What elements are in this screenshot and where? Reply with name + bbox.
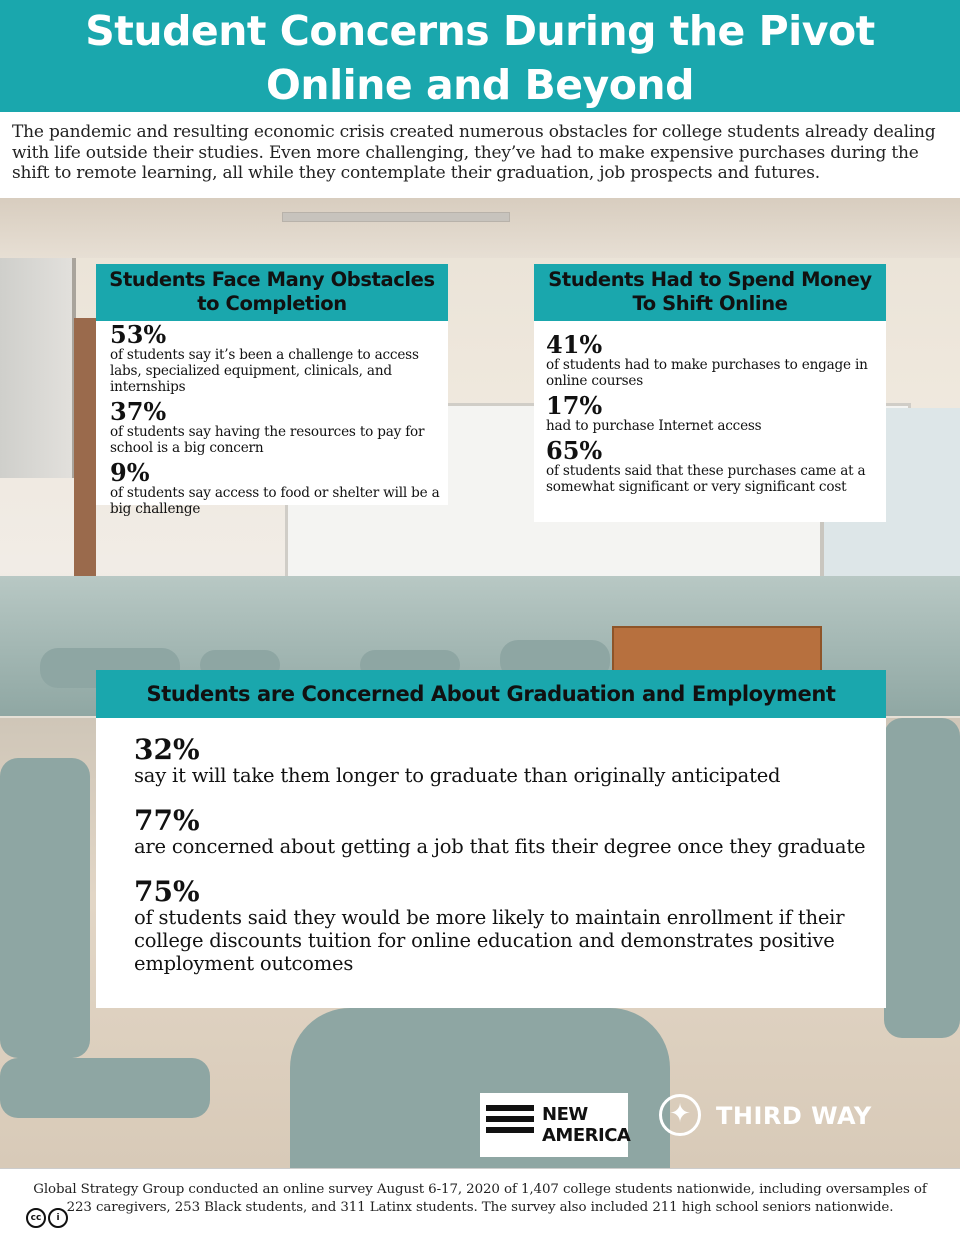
ceiling-light bbox=[282, 212, 510, 222]
intro-paragraph: The pandemic and resulting economic crisis created numerous obstacles for college students already dealing with life outside their studies. Even more challenging, they’ve had to make expensive purchases during the shift to remote learning, all while they contemplate their graduation, job prospects and futures. bbox=[0, 112, 960, 198]
stat-value: 41% bbox=[546, 330, 603, 359]
new-america-logo bbox=[480, 1093, 631, 1157]
stat-item bbox=[110, 320, 440, 395]
spending-card bbox=[534, 264, 886, 522]
obstacles-stats bbox=[96, 321, 448, 517]
stat-description: are concerned about getting a job that fits their degree once they graduate bbox=[134, 835, 866, 858]
stat-item bbox=[546, 330, 880, 389]
page-title-line-2: Online and Beyond bbox=[266, 61, 694, 109]
graduation-title: Students are Concerned About Graduation and Employment bbox=[96, 670, 886, 718]
stat-value: 53% bbox=[110, 320, 167, 349]
cc-icon: cc bbox=[26, 1208, 46, 1228]
new-america-bars-icon bbox=[486, 1105, 534, 1145]
stat-item bbox=[134, 804, 866, 858]
creative-commons-license bbox=[26, 1205, 78, 1227]
graduation-card bbox=[96, 670, 886, 1008]
stat-item bbox=[134, 875, 866, 975]
stat-value: 32% bbox=[134, 733, 200, 766]
stat-value: 37% bbox=[110, 397, 167, 426]
door-frame bbox=[74, 318, 96, 578]
teacher-desk bbox=[612, 626, 822, 676]
stat-item bbox=[110, 458, 440, 517]
chair bbox=[884, 718, 960, 1038]
ceiling bbox=[0, 198, 960, 258]
attribution-icon: i bbox=[48, 1208, 68, 1228]
stat-value: 75% bbox=[134, 875, 200, 908]
left-window bbox=[0, 258, 76, 478]
stat-description: say it will take them longer to graduate than originally anticipated bbox=[134, 764, 781, 787]
new-america-line-2: AMERICA bbox=[542, 1125, 631, 1146]
page-header bbox=[0, 0, 960, 112]
stat-description: of students said they would be more likely to maintain enrollment if their college discounts tuition for online education and demonstrates positive employment outcomes bbox=[134, 906, 845, 975]
new-america-line-1: NEW bbox=[542, 1104, 588, 1125]
third-way-logo bbox=[656, 1092, 876, 1142]
stat-description: of students said that these purchases came at a somewhat significant or very significant cost bbox=[546, 463, 866, 495]
stat-description: of students say access to food or shelter will be a big challenge bbox=[110, 485, 440, 517]
stat-description: of students say it’s been a challenge to access labs, specialized equipment, clinicals, and internships bbox=[110, 347, 419, 395]
stat-value: 17% bbox=[546, 391, 603, 420]
stat-description: of students say having the resources to pay for school is a big concern bbox=[110, 424, 425, 456]
graduation-stats bbox=[96, 718, 886, 975]
footer bbox=[0, 1168, 960, 1242]
stat-item bbox=[546, 436, 880, 495]
chair bbox=[0, 758, 90, 1058]
stat-item bbox=[110, 397, 440, 456]
stat-item bbox=[134, 733, 866, 787]
chair bbox=[0, 1058, 210, 1118]
stat-description: had to purchase Internet access bbox=[546, 418, 762, 434]
stat-description: of students had to make purchases to engage in online courses bbox=[546, 357, 868, 389]
new-america-wordmark bbox=[542, 1104, 630, 1146]
spending-stats bbox=[534, 321, 886, 495]
spending-title: Students Had to Spend Money To Shift Online bbox=[534, 264, 886, 321]
obstacles-title: Students Face Many Obstacles to Completion bbox=[96, 264, 448, 321]
page-title-line-1: Student Concerns During the Pivot bbox=[85, 7, 875, 55]
survey-methodology-note: Global Strategy Group conducted an online survey August 6-17, 2020 of 1,407 college students nationwide, including oversamples of 223 caregivers, 253 Black students, and 311 Latinx students. The survey also included 211 high school seniors nationwide. bbox=[33, 1182, 927, 1215]
stat-value: 65% bbox=[546, 436, 603, 465]
obstacles-card bbox=[96, 264, 448, 517]
stat-item bbox=[546, 391, 880, 434]
compass-star-icon: ✦ bbox=[669, 1099, 691, 1129]
stat-value: 77% bbox=[134, 804, 200, 837]
third-way-wordmark: THIRD WAY bbox=[716, 1102, 872, 1130]
stat-value: 9% bbox=[110, 458, 150, 487]
